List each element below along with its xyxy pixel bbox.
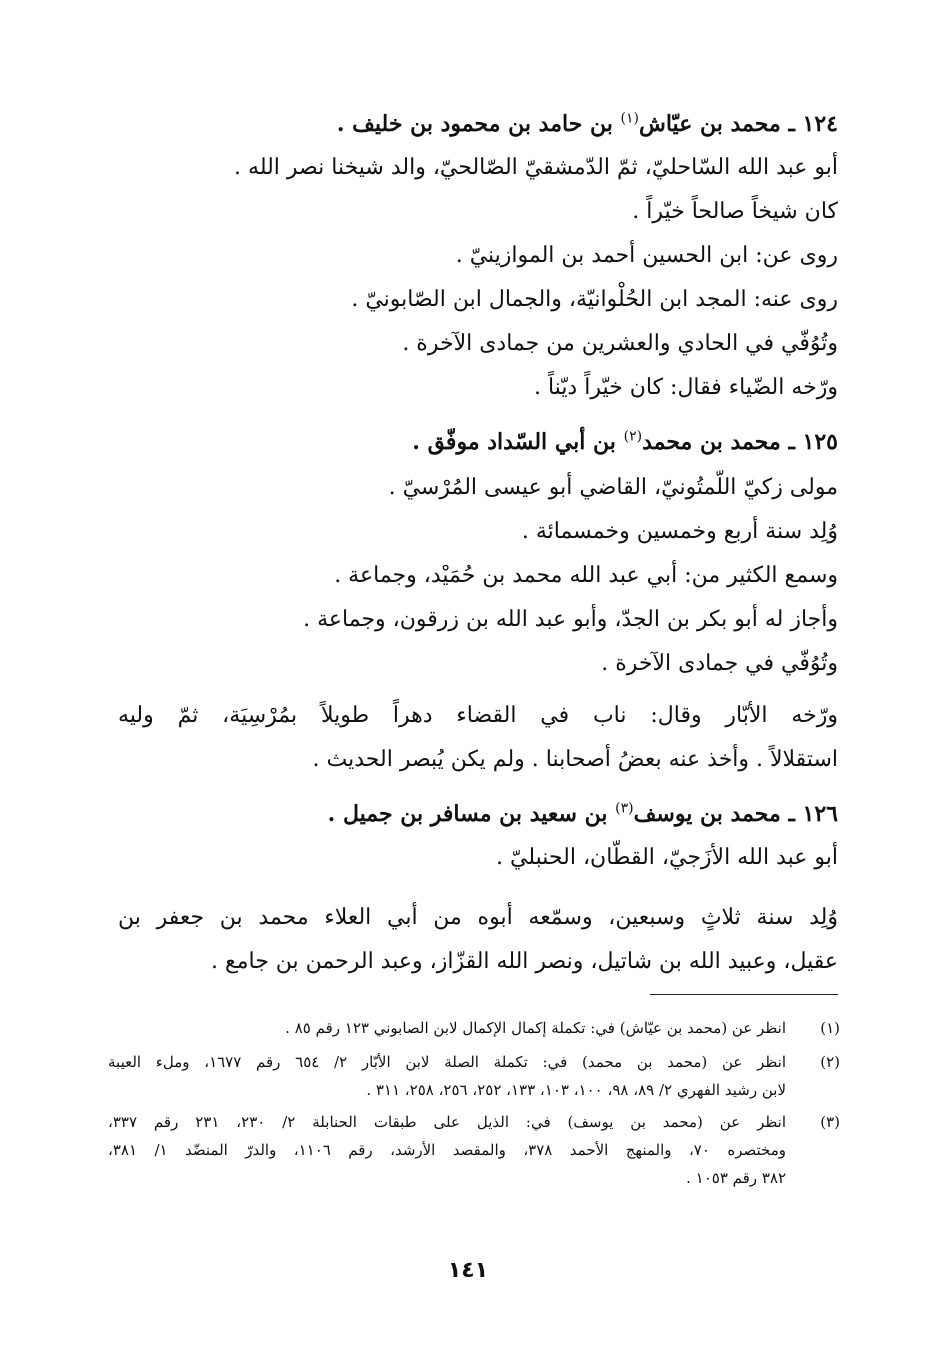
entry-name: محمد بن يوسف [633, 801, 781, 827]
entry-line: وُلِد سنة أربع وخمسين وخمسمائة . [521, 519, 838, 544]
entry-line: ورّخه الضّياء فقال: كان خيّراً ديّناً . [533, 375, 838, 400]
footnote-1 [108, 1016, 840, 1040]
entry-number: ١٢٦ ـ [788, 801, 838, 827]
footnote-2 [108, 1050, 840, 1074]
footnote-ref: (٣) [615, 800, 634, 817]
entry-line: وأجاز له أبو بكر بن الجدّ، وأبو عبد الله بن زرقون، وجماعة . [303, 607, 838, 632]
footnote-text: انظر عن (محمد بن محمد) في: تكملة الصلة لابن الأبّار ٢/ ٦٥٤ رقم ١٦٧٧، وملء العيبة [108, 1053, 787, 1071]
entry-line: وسمع الكثير من: أبي عبد الله محمد بن حُمَيْد، وجماعة . [334, 563, 838, 588]
entry-heading-125 [378, 422, 838, 462]
footnote-text: انظر عن (محمد بن يوسف) في: الذيل على طبقات الحنابلة ٢/ ٢٣٠، ٢٣١ رقم ٣٣٧، [108, 1113, 787, 1131]
entry-line: أبو عبد الله السّاحليّ، ثمّ الدّمشقيّ الصّالحيّ، والد شيخنا نصر الله . [234, 155, 838, 180]
footnote-text: انظر عن (محمد بن عيّاش) في: تكملة إكمال الإكمال لابن الصابوني ١٢٣ رقم ٨٥ . [285, 1019, 786, 1037]
footnote-3-cont [108, 1138, 840, 1162]
footnote-ref: (٢) [623, 428, 643, 445]
entry-line: وتُوُفّي في جمادى الآخرة . [601, 651, 838, 676]
entry-line: روى عنه: المجد ابن الحُلْوانيّة، والجمال ابن الصّابونيّ . [351, 287, 838, 312]
entry-name: محمد بن محمد [642, 429, 781, 455]
entry-name: محمد بن عيّاش [639, 111, 781, 137]
entry-number: ١٢٥ ـ [788, 429, 838, 455]
entry-line: مولى زكيّ اللّمتُونيّ، القاضي أبو عيسى المُرْسيّ . [388, 475, 838, 500]
entry-line: كان شيخاً صالحاً خيّراً . [632, 199, 838, 224]
footnote-number: (٢) [820, 1053, 840, 1071]
entry-paragraph-line: وُلِد سنة ثلاثٍ وسبعين، وسمّعه أبوه من أبي العلاء محمد بن جعفر بن [118, 905, 838, 930]
footnote-3 [108, 1110, 840, 1134]
footnote-2-cont [108, 1078, 840, 1102]
entry-paragraph-line: استقلالاً . وأخذ عنه بعضُ أصحابنا . ولم يكن يُبصر الحديث . [312, 747, 838, 772]
entry-heading-124 [278, 104, 838, 144]
entry-paragraph-line: ورّخه الأبّار وقال: ناب في القضاء دهراً طويلاً بمُرْسِيَة، ثمّ وليه [118, 703, 838, 728]
entry-number: ١٢٤ ـ [788, 111, 838, 137]
footnote-text: ٣٨٢ رقم ١٠٥٣ . [686, 1169, 786, 1187]
footnote-3-cont [108, 1166, 840, 1190]
footnote-divider [650, 994, 838, 995]
entry-heading-rest: بن أبي السّداد موفّق . [412, 429, 616, 455]
entry-paragraph-line: عقيل، وعبيد الله بن شاتيل، ونصر الله القزّاز، وعبد الرحمن بن جامع . [211, 949, 838, 974]
footnote-number: (١) [820, 1019, 840, 1037]
entry-line: وتُوُفّي في الحادي والعشرين من جمادى الآخرة . [402, 331, 838, 356]
footnote-text: لابن رشيد الفهري ٢/ ٨٩، ٩٨، ١٠٠، ١٠٣، ١٣٣، ٢٥٢، ٢٥٦، ٢٥٨، ٣١١ . [366, 1081, 786, 1099]
entry-line: روى عن: ابن الحسين أحمد بن الموازينيّ . [455, 243, 838, 268]
entry-line: أبو عبد الله الأزَجيّ، القطّان، الحنبليّ . [496, 845, 838, 870]
entry-heading-rest: بن حامد بن محمود بن خليف . [336, 111, 613, 137]
page-number: ١٤١ [447, 1258, 489, 1283]
entry-heading-rest: بن سعيد بن مسافر بن جميل . [327, 801, 608, 827]
entry-heading-126 [278, 794, 838, 834]
footnote-ref: (١) [620, 110, 639, 127]
footnote-text: ومختصره ٧٠، والمنهج الأحمد ٣٧٨، والمقصد الأرشد، رقم ١١٠٦، والدرّ المنضّد ١/ ٣٨١، [108, 1141, 786, 1159]
footnote-number: (٣) [820, 1113, 840, 1131]
